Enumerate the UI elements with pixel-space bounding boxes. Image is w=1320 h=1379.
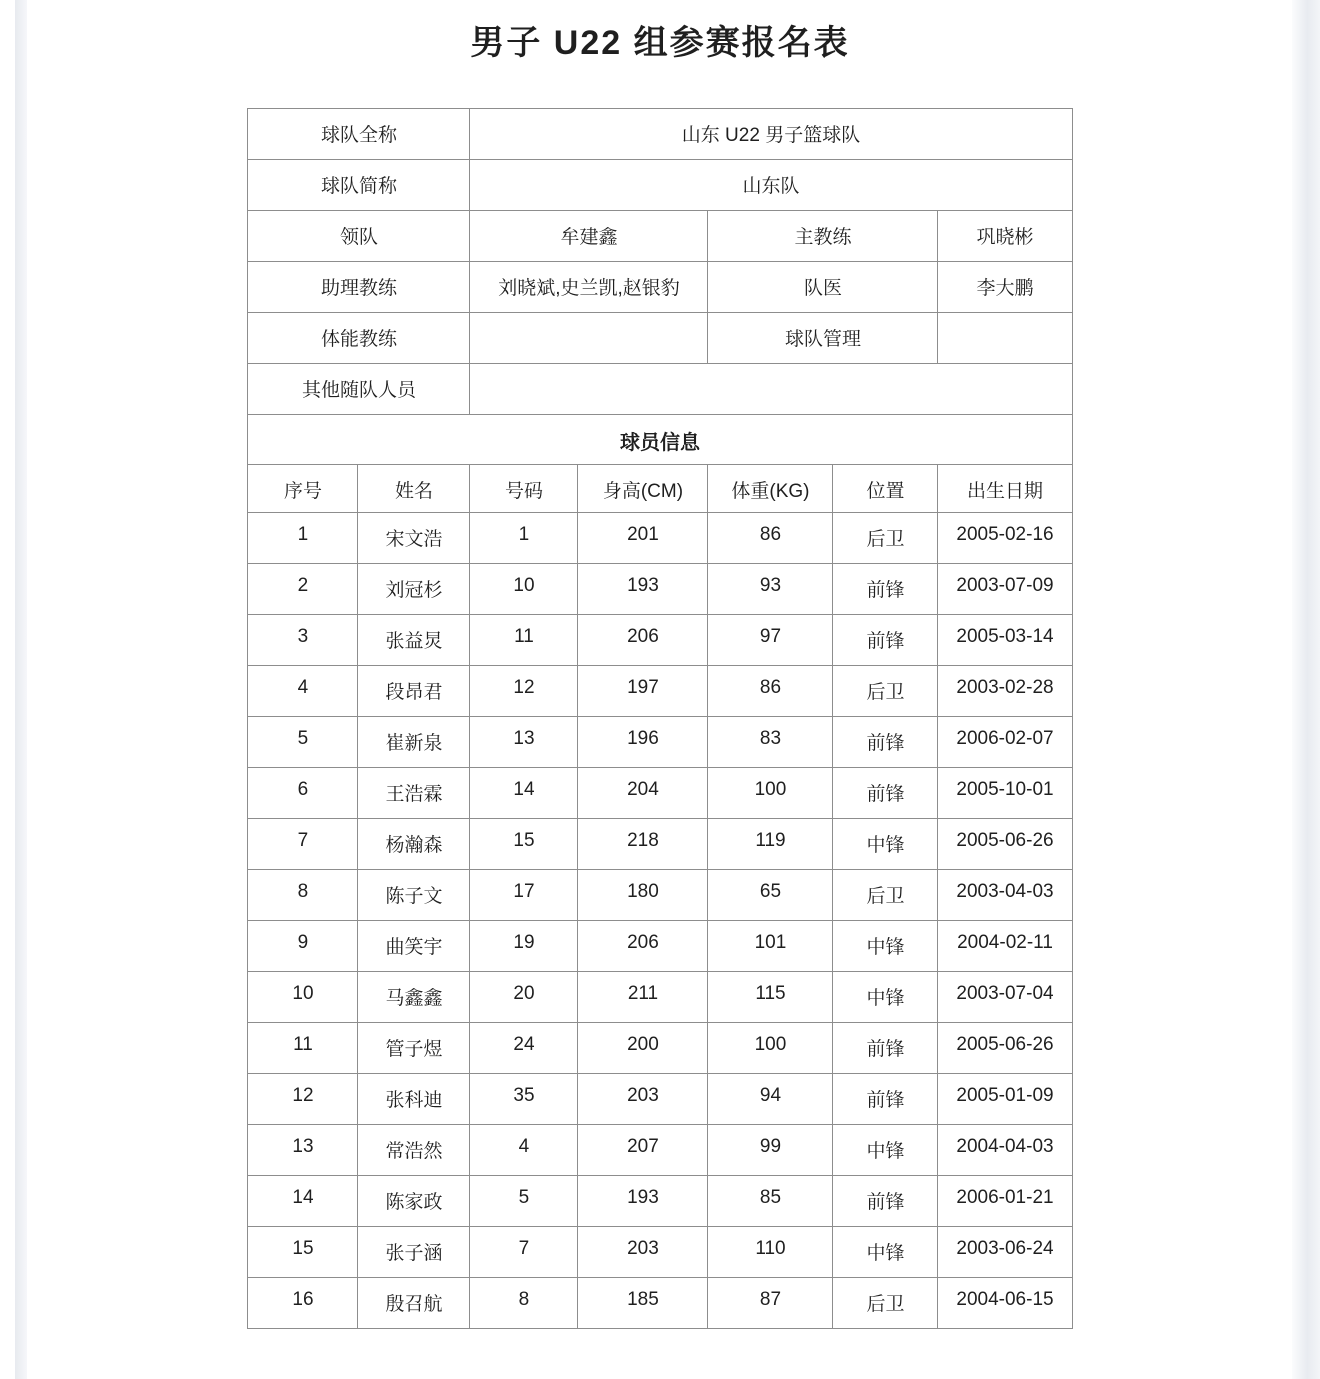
player-cell-name: 马鑫鑫 — [358, 972, 470, 1023]
player-cell-weight: 65 — [708, 870, 833, 921]
table-row — [248, 921, 1072, 972]
player-cell-weight: 101 — [708, 921, 833, 972]
player-cell-height: 197 — [578, 666, 708, 717]
player-cell-name: 张益炅 — [358, 615, 470, 666]
player-cell-weight: 115 — [708, 972, 833, 1023]
table-row — [248, 1074, 1072, 1125]
player-cell-height: 207 — [578, 1125, 708, 1176]
player-cell-no: 3 — [248, 615, 358, 666]
player-cell-no: 9 — [248, 921, 358, 972]
player-cell-birthdate: 2004-06-15 — [938, 1278, 1072, 1329]
player-cell-no: 5 — [248, 717, 358, 768]
player-cell-no: 7 — [248, 819, 358, 870]
player-cell-number: 19 — [470, 921, 578, 972]
team-short-name-value: 山东队 — [470, 160, 1072, 211]
col-header-no: 序号 — [248, 465, 358, 513]
player-cell-name: 刘冠杉 — [358, 564, 470, 615]
player-cell-name: 陈子文 — [358, 870, 470, 921]
fitness-manager-row — [248, 313, 1072, 364]
player-cell-number: 15 — [470, 819, 578, 870]
table-row — [248, 1023, 1072, 1074]
table-row — [248, 972, 1072, 1023]
table-row — [248, 1278, 1072, 1329]
player-cell-name: 曲笑宇 — [358, 921, 470, 972]
player-cell-position: 后卫 — [833, 870, 938, 921]
assistant-coach-label: 助理教练 — [248, 262, 470, 313]
player-cell-birthdate: 2004-04-03 — [938, 1125, 1072, 1176]
other-staff-label: 其他随队人员 — [248, 364, 470, 415]
col-header-height: 身高(CM) — [578, 465, 708, 513]
player-cell-weight: 85 — [708, 1176, 833, 1227]
player-cell-position: 中锋 — [833, 1227, 938, 1278]
team-full-name-label: 球队全称 — [248, 109, 470, 160]
player-cell-number: 24 — [470, 1023, 578, 1074]
table-row — [248, 870, 1072, 921]
player-cell-number: 7 — [470, 1227, 578, 1278]
player-cell-position: 前锋 — [833, 1176, 938, 1227]
player-cell-number: 14 — [470, 768, 578, 819]
player-cell-birthdate: 2006-02-07 — [938, 717, 1072, 768]
player-cell-number: 17 — [470, 870, 578, 921]
player-cell-name: 崔新泉 — [358, 717, 470, 768]
player-cell-birthdate: 2003-02-28 — [938, 666, 1072, 717]
player-cell-height: 200 — [578, 1023, 708, 1074]
assistant-doctor-row — [248, 262, 1072, 313]
player-cell-no: 12 — [248, 1074, 358, 1125]
table-row — [248, 819, 1072, 870]
player-cell-weight: 100 — [708, 768, 833, 819]
table-row — [248, 768, 1072, 819]
leader-label: 领队 — [248, 211, 470, 262]
player-cell-name: 张科迪 — [358, 1074, 470, 1125]
team-full-name-value: 山东 U22 男子篮球队 — [470, 109, 1072, 160]
player-cell-number: 1 — [470, 513, 578, 564]
player-cell-no: 1 — [248, 513, 358, 564]
player-cell-name: 陈家政 — [358, 1176, 470, 1227]
player-cell-position: 中锋 — [833, 1125, 938, 1176]
player-cell-no: 2 — [248, 564, 358, 615]
player-cell-birthdate: 2003-07-09 — [938, 564, 1072, 615]
page-left-edge-shadow — [15, 0, 27, 1379]
player-cell-height: 193 — [578, 1176, 708, 1227]
player-cell-number: 20 — [470, 972, 578, 1023]
team-doctor-value: 李大鹏 — [938, 262, 1072, 313]
player-cell-height: 196 — [578, 717, 708, 768]
leader-value: 牟建鑫 — [470, 211, 708, 262]
other-staff-value — [470, 364, 1072, 415]
player-cell-birthdate: 2006-01-21 — [938, 1176, 1072, 1227]
player-cell-number: 35 — [470, 1074, 578, 1125]
player-cell-birthdate: 2005-06-26 — [938, 1023, 1072, 1074]
table-row — [248, 1176, 1072, 1227]
col-header-weight: 体重(KG) — [708, 465, 833, 513]
player-cell-height: 218 — [578, 819, 708, 870]
team-manager-label: 球队管理 — [708, 313, 938, 364]
player-cell-height: 211 — [578, 972, 708, 1023]
player-cell-number: 10 — [470, 564, 578, 615]
player-cell-number: 13 — [470, 717, 578, 768]
player-cell-weight: 119 — [708, 819, 833, 870]
table-row — [248, 717, 1072, 768]
player-cell-no: 11 — [248, 1023, 358, 1074]
fitness-coach-value — [470, 313, 708, 364]
player-cell-no: 13 — [248, 1125, 358, 1176]
table-row — [248, 1227, 1072, 1278]
player-cell-height: 185 — [578, 1278, 708, 1329]
col-header-birthdate: 出生日期 — [938, 465, 1072, 513]
player-cell-position: 后卫 — [833, 1278, 938, 1329]
player-cell-birthdate: 2004-02-11 — [938, 921, 1072, 972]
players-section-row — [248, 415, 1072, 465]
player-cell-birthdate: 2003-04-03 — [938, 870, 1072, 921]
col-header-number: 号码 — [470, 465, 578, 513]
player-cell-position: 后卫 — [833, 666, 938, 717]
other-staff-row — [248, 364, 1072, 415]
player-cell-no: 15 — [248, 1227, 358, 1278]
player-cell-position: 前锋 — [833, 768, 938, 819]
player-cell-name: 殷召航 — [358, 1278, 470, 1329]
player-cell-number: 4 — [470, 1125, 578, 1176]
player-cell-weight: 100 — [708, 1023, 833, 1074]
player-cell-height: 203 — [578, 1227, 708, 1278]
player-cell-position: 中锋 — [833, 972, 938, 1023]
leader-coach-row — [248, 211, 1072, 262]
player-cell-birthdate: 2005-10-01 — [938, 768, 1072, 819]
player-cell-birthdate: 2005-03-14 — [938, 615, 1072, 666]
player-cell-number: 11 — [470, 615, 578, 666]
fitness-coach-label: 体能教练 — [248, 313, 470, 364]
team-doctor-label: 队医 — [708, 262, 938, 313]
players-tbody — [248, 513, 1072, 1329]
head-coach-value: 巩晓彬 — [938, 211, 1072, 262]
player-cell-birthdate: 2005-06-26 — [938, 819, 1072, 870]
player-cell-height: 180 — [578, 870, 708, 921]
head-coach-label: 主教练 — [708, 211, 938, 262]
page-title: 男子 U22 组参赛报名表 — [470, 24, 850, 62]
player-cell-name: 段昂君 — [358, 666, 470, 717]
player-cell-weight: 93 — [708, 564, 833, 615]
player-cell-position: 前锋 — [833, 717, 938, 768]
player-cell-no: 14 — [248, 1176, 358, 1227]
assistant-coach-value: 刘晓斌,史兰凯,赵银豹 — [470, 262, 708, 313]
player-cell-position: 前锋 — [833, 564, 938, 615]
player-cell-no: 8 — [248, 870, 358, 921]
player-cell-weight: 86 — [708, 513, 833, 564]
player-cell-height: 193 — [578, 564, 708, 615]
table-row — [248, 1125, 1072, 1176]
player-cell-weight: 99 — [708, 1125, 833, 1176]
player-cell-weight: 86 — [708, 666, 833, 717]
player-cell-name: 王浩霖 — [358, 768, 470, 819]
col-header-name: 姓名 — [358, 465, 470, 513]
player-cell-name: 杨瀚森 — [358, 819, 470, 870]
team-short-name-label: 球队简称 — [248, 160, 470, 211]
player-cell-weight: 110 — [708, 1227, 833, 1278]
team-full-name-row — [248, 109, 1072, 160]
player-cell-no: 16 — [248, 1278, 358, 1329]
player-cell-number: 8 — [470, 1278, 578, 1329]
player-cell-position: 后卫 — [833, 513, 938, 564]
player-cell-weight: 83 — [708, 717, 833, 768]
player-cell-no: 10 — [248, 972, 358, 1023]
player-cell-birthdate: 2003-07-04 — [938, 972, 1072, 1023]
player-cell-name: 常浩然 — [358, 1125, 470, 1176]
player-cell-height: 204 — [578, 768, 708, 819]
player-cell-birthdate: 2005-01-09 — [938, 1074, 1072, 1125]
player-cell-position: 前锋 — [833, 615, 938, 666]
player-cell-height: 206 — [578, 921, 708, 972]
player-cell-weight: 94 — [708, 1074, 833, 1125]
players-header-row — [248, 465, 1072, 513]
col-header-position: 位置 — [833, 465, 938, 513]
player-cell-position: 前锋 — [833, 1023, 938, 1074]
player-cell-no: 6 — [248, 768, 358, 819]
player-cell-position: 前锋 — [833, 1074, 938, 1125]
player-cell-position: 中锋 — [833, 819, 938, 870]
player-cell-number: 5 — [470, 1176, 578, 1227]
player-cell-birthdate: 2005-02-16 — [938, 513, 1072, 564]
player-cell-height: 206 — [578, 615, 708, 666]
player-cell-weight: 87 — [708, 1278, 833, 1329]
player-cell-birthdate: 2003-06-24 — [938, 1227, 1072, 1278]
registration-form-table — [247, 108, 1072, 1329]
player-cell-position: 中锋 — [833, 921, 938, 972]
player-cell-number: 12 — [470, 666, 578, 717]
page-right-edge-shadow — [1292, 0, 1320, 1379]
table-row — [248, 564, 1072, 615]
table-row — [248, 513, 1072, 564]
team-manager-value — [938, 313, 1072, 364]
players-section-title: 球员信息 — [248, 415, 1072, 465]
player-cell-height: 203 — [578, 1074, 708, 1125]
team-short-name-row — [248, 160, 1072, 211]
player-cell-height: 201 — [578, 513, 708, 564]
player-cell-name: 宋文浩 — [358, 513, 470, 564]
player-cell-no: 4 — [248, 666, 358, 717]
player-cell-weight: 97 — [708, 615, 833, 666]
table-row — [248, 615, 1072, 666]
player-cell-name: 张子涵 — [358, 1227, 470, 1278]
table-row — [248, 666, 1072, 717]
player-cell-name: 管子煜 — [358, 1023, 470, 1074]
